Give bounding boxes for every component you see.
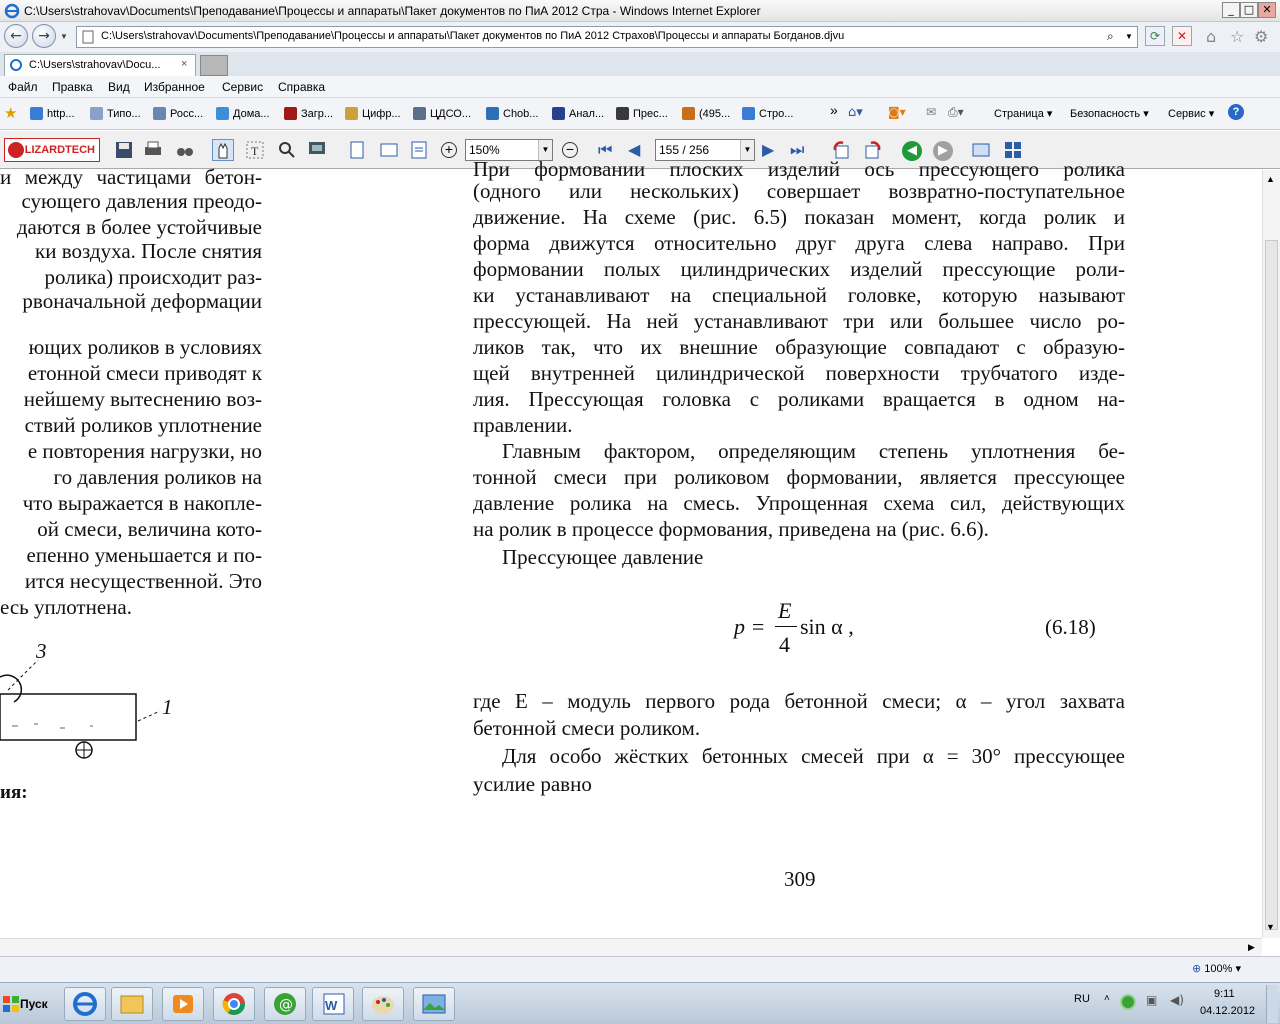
- scroll-up-icon[interactable]: ▲: [1266, 174, 1275, 184]
- link-icon: [413, 107, 426, 120]
- home-icon[interactable]: ⌂: [1206, 27, 1217, 46]
- menu-tools[interactable]: Сервис: [222, 80, 264, 94]
- fav-item-5[interactable]: Загр...: [284, 107, 333, 120]
- fav-item-2[interactable]: Типо...: [90, 107, 141, 120]
- text-line: ролика) происходит раз-: [44, 265, 262, 289]
- link-icon: [216, 107, 229, 120]
- zoom-tool-icon[interactable]: [276, 139, 298, 161]
- tray-app-icon[interactable]: [1120, 994, 1136, 1010]
- text-line: сующего давления преодо-: [21, 189, 262, 213]
- taskbar-paint-icon[interactable]: [362, 987, 404, 1021]
- back-history-icon[interactable]: ◀: [902, 141, 922, 161]
- text-line: го давления роликов на: [53, 465, 262, 489]
- menu-view[interactable]: Вид: [108, 80, 130, 94]
- text-line: усилие равно: [473, 772, 592, 796]
- text-line: ится несущественной. Это: [24, 569, 262, 593]
- equation-number: (6.18): [1045, 615, 1096, 639]
- maximize-button[interactable]: □: [1240, 2, 1258, 18]
- chevron-down-icon: ▼: [740, 140, 754, 160]
- page-number: 309: [784, 867, 816, 891]
- back-icon[interactable]: ←: [4, 24, 28, 48]
- zoom-level[interactable]: ⊕ 100% ▾: [1192, 962, 1241, 975]
- favorites-star-icon[interactable]: ☆: [1230, 27, 1245, 46]
- figure-label-3: 3: [36, 639, 47, 663]
- menu-edit[interactable]: Правка: [52, 80, 93, 94]
- prev-page-icon[interactable]: ◀: [628, 140, 641, 159]
- address-dropdown-icon[interactable]: ▼: [1125, 32, 1133, 41]
- mail-icon[interactable]: ✉: [926, 105, 937, 119]
- fav-item-11[interactable]: (495...: [682, 107, 730, 120]
- zoom-out-icon[interactable]: −: [562, 142, 578, 158]
- text-line: даются в более устойчивые: [16, 215, 262, 239]
- fav-item-4[interactable]: Дома...: [216, 107, 270, 120]
- link-icon: [345, 107, 358, 120]
- fav-item-9[interactable]: Анал...: [552, 107, 604, 120]
- help-icon[interactable]: ?: [1228, 104, 1244, 120]
- text-line: При формовании плоских изделий ось прессующего ролика: [473, 157, 1125, 181]
- forward-history-icon[interactable]: ▶: [933, 141, 953, 161]
- start-button[interactable]: Пуск: [0, 987, 56, 1021]
- text-line: где E – модуль первого рода бетонной смеси; α – угол захвата: [473, 689, 1125, 713]
- fav-item-10[interactable]: Прес...: [616, 107, 668, 120]
- fraction-bar: [775, 626, 797, 627]
- new-tab-button[interactable]: [200, 55, 228, 76]
- text-line: лия. Прессующая головка с роликами вращается в одном на-: [473, 387, 1125, 411]
- text-line: нейшему вытеснению воз-: [23, 387, 262, 411]
- favorites-star-icon[interactable]: ★: [4, 104, 18, 122]
- status-bar: [0, 956, 1280, 982]
- link-icon: [30, 107, 43, 120]
- text-line: щей внутренней цилиндрической поверхности трубчатого изде-: [473, 361, 1125, 385]
- scroll-down-icon[interactable]: ▼: [1266, 922, 1275, 932]
- svg-text:@: @: [279, 997, 293, 1013]
- window-title: C:\Users\strahovav\Documents\Преподавание\Процессы и аппараты\Пакет документов по ПиА 2012 Стра - Windows Internet Explorer: [24, 4, 761, 18]
- page-select[interactable]: 155 / 256 ▼: [655, 139, 755, 161]
- text-line: прессующей. На ней устанавливают три или большее число ро-: [473, 309, 1125, 333]
- scroll-right-icon[interactable]: ▶: [1248, 942, 1255, 952]
- stop-icon[interactable]: ✕: [1172, 26, 1192, 46]
- zoom-in-icon[interactable]: +: [441, 142, 457, 158]
- clock-time[interactable]: 9:11: [1214, 988, 1235, 1000]
- last-page-icon[interactable]: ⏭: [790, 140, 805, 159]
- text-select-icon[interactable]: [244, 139, 266, 161]
- language-indicator[interactable]: RU: [1074, 993, 1090, 1005]
- text-line: что выражается в накопле-: [22, 491, 262, 515]
- svg-text:T: T: [251, 144, 259, 158]
- taskbar-chrome-icon[interactable]: [213, 987, 255, 1021]
- next-page-icon[interactable]: ▶: [762, 140, 775, 159]
- forward-icon[interactable]: →: [32, 24, 56, 48]
- minimize-button[interactable]: _: [1222, 2, 1240, 18]
- fav-item-1[interactable]: http...: [30, 107, 75, 120]
- close-button[interactable]: ✕: [1258, 2, 1276, 18]
- text-line: и между частицами бетон-: [0, 165, 262, 189]
- text-line: ки воздуха. После снятия: [35, 239, 262, 263]
- page-icon: [81, 30, 95, 44]
- formula-lhs: p =: [734, 614, 766, 639]
- text-line: е повторения нагрузки, но: [27, 439, 262, 463]
- clock-date[interactable]: 04.12.2012: [1200, 1005, 1256, 1017]
- home-icon[interactable]: ⌂▾: [848, 105, 863, 120]
- taskbar-explorer-icon[interactable]: [111, 987, 153, 1021]
- text-line: рвоначальной деформации: [22, 289, 262, 313]
- address-bar[interactable]: [76, 26, 1138, 48]
- link-icon: [616, 107, 629, 120]
- lizard-logo-icon: [8, 142, 24, 158]
- cmd-page[interactable]: Страница ▾: [994, 108, 1053, 120]
- text-line: бетонной смеси роликом.: [473, 716, 701, 740]
- link-icon: [552, 107, 565, 120]
- tab-label: C:\Users\strahovav\Docu...: [29, 59, 161, 71]
- print-icon[interactable]: [142, 139, 164, 161]
- text-line: ой смеси, величина кото-: [37, 517, 262, 541]
- fav-item-3[interactable]: Росс...: [153, 107, 203, 120]
- text-line: движение. На схеме (рис. 6.5) показан момент, когда ролик и: [473, 205, 1125, 229]
- ie-logo-icon: [4, 3, 20, 19]
- fav-item-6[interactable]: Цифр...: [345, 107, 401, 120]
- favorites-bar: [0, 98, 1280, 130]
- text-line: Для особо жёстких бетонных смесей при α = 30° прессующее: [502, 744, 1125, 768]
- formula-numerator: E: [778, 598, 792, 623]
- cmd-safety[interactable]: Безопасность ▾: [1070, 108, 1149, 120]
- text-line: ющих роликов в условиях: [28, 335, 262, 359]
- taskbar-media-player-icon[interactable]: [162, 987, 204, 1021]
- figure-label-1: 1: [162, 695, 173, 719]
- tab-row: [0, 52, 1280, 76]
- fav-item-8[interactable]: Chob...: [486, 107, 538, 120]
- search-icon[interactable]: ⌕: [1107, 29, 1114, 43]
- link-icon: [284, 107, 297, 120]
- fit-width-icon[interactable]: [378, 139, 400, 161]
- fav-item-7[interactable]: ЦДСО...: [413, 107, 471, 120]
- address-row: [0, 22, 1280, 52]
- formula-denominator: 4: [779, 632, 790, 657]
- lizardtech-logo: LIZARDTECH: [4, 138, 100, 162]
- tray-device-icon[interactable]: ▣: [1146, 993, 1158, 1007]
- vertical-scrollbar[interactable]: [1262, 170, 1280, 938]
- actual-size-icon[interactable]: [408, 139, 430, 161]
- tools-gear-icon[interactable]: ⚙: [1254, 27, 1269, 46]
- zoom-select[interactable]: 150% ▼: [465, 139, 553, 161]
- text-line: на ролик в процессе формования, приведена на (рис. 6.6).: [473, 517, 989, 541]
- menu-file[interactable]: Файл: [8, 80, 38, 94]
- horizontal-scrollbar[interactable]: [0, 938, 1262, 956]
- history-dropdown-icon[interactable]: ▼: [60, 32, 68, 41]
- text-line: ки устанавливают на специальной головке, которую называют: [473, 283, 1125, 307]
- fav-item-12[interactable]: Стро...: [742, 107, 793, 120]
- svg-text:W: W: [325, 998, 338, 1013]
- feeds-icon[interactable]: ◙▾: [888, 105, 906, 119]
- print-icon[interactable]: ⎙▾: [948, 105, 964, 119]
- hand-tool-icon[interactable]: [212, 139, 234, 161]
- first-page-icon[interactable]: ⏮: [598, 140, 613, 159]
- menu-favorites[interactable]: Избранное: [144, 80, 205, 94]
- more-favorites-icon[interactable]: »: [830, 102, 838, 118]
- show-desktop-button[interactable]: [1266, 985, 1278, 1023]
- text-line: давление ролика на смесь. Упрощенная схема сил, действующих: [473, 491, 1125, 515]
- zoom-icon: ⊕: [1192, 962, 1202, 975]
- text-line: ликов так, что их внешние образующие совпадают с образую-: [473, 335, 1125, 359]
- taskbar-icq-icon[interactable]: [264, 987, 306, 1021]
- address-input[interactable]: C:\Users\strahovav\Documents\Преподавание\Процессы и аппараты\Пакет документов по ПиА 2012 Страхов\Процессы и аппараты Богданов.djvu: [101, 30, 845, 42]
- save-icon[interactable]: [113, 139, 135, 161]
- windows-logo-icon: [3, 996, 19, 1012]
- text-line: тонной смеси при роликовом формовании, является прессующее: [473, 465, 1125, 489]
- djvu-page-view[interactable]: [0, 157, 1262, 938]
- menu-bar: [0, 76, 1280, 98]
- volume-icon[interactable]: ◀): [1170, 993, 1184, 1007]
- cmd-tools[interactable]: Сервис ▾: [1168, 108, 1215, 120]
- windows-taskbar: [0, 982, 1280, 1024]
- refresh-icon[interactable]: ⟳: [1145, 26, 1165, 46]
- text-line: Главным фактором, определяющим степень уплотнения бе-: [502, 439, 1125, 463]
- link-icon: [682, 107, 695, 120]
- link-icon: [153, 107, 166, 120]
- tab-close-icon[interactable]: ×: [181, 58, 188, 70]
- taskbar-word-icon[interactable]: [312, 987, 354, 1021]
- text-line: епенно уменьшается и по-: [26, 543, 262, 567]
- vertical-scroll-thumb[interactable]: [1265, 240, 1278, 930]
- link-icon: [486, 107, 499, 120]
- fit-page-icon[interactable]: [346, 139, 368, 161]
- pressure-label: Прессующее давление: [502, 545, 704, 569]
- menu-help[interactable]: Справка: [278, 80, 326, 94]
- find-icon[interactable]: [174, 139, 196, 161]
- figure-caption: ия:: [0, 782, 28, 803]
- tab-document[interactable]: [4, 54, 196, 76]
- link-icon: [742, 107, 755, 120]
- text-line: формовании полых цилиндрических изделий прессующие роли-: [473, 257, 1125, 281]
- text-line: есь уплотнена.: [0, 595, 132, 619]
- text-line: правлении.: [473, 413, 573, 437]
- title-bar: [0, 0, 1280, 22]
- text-line: ствий роликов уплотнение: [24, 413, 262, 437]
- taskbar-ie-icon[interactable]: [64, 987, 106, 1021]
- text-line: (одного или нескольких) совершает возвратно-поступательное: [473, 179, 1125, 203]
- link-icon: [90, 107, 103, 120]
- text-line: етонной смеси приводят к: [27, 361, 262, 385]
- taskbar-photo-viewer-icon[interactable]: [413, 987, 455, 1021]
- chevron-down-icon: ▼: [538, 140, 552, 160]
- formula-sin: sin α ,: [800, 614, 854, 639]
- ie-tab-icon: [9, 58, 23, 72]
- show-hidden-icons-icon[interactable]: ˄: [1104, 993, 1110, 1004]
- text-line: форма движутся относительно друг друга слева направо. При: [473, 231, 1125, 255]
- select-region-icon[interactable]: [306, 139, 328, 161]
